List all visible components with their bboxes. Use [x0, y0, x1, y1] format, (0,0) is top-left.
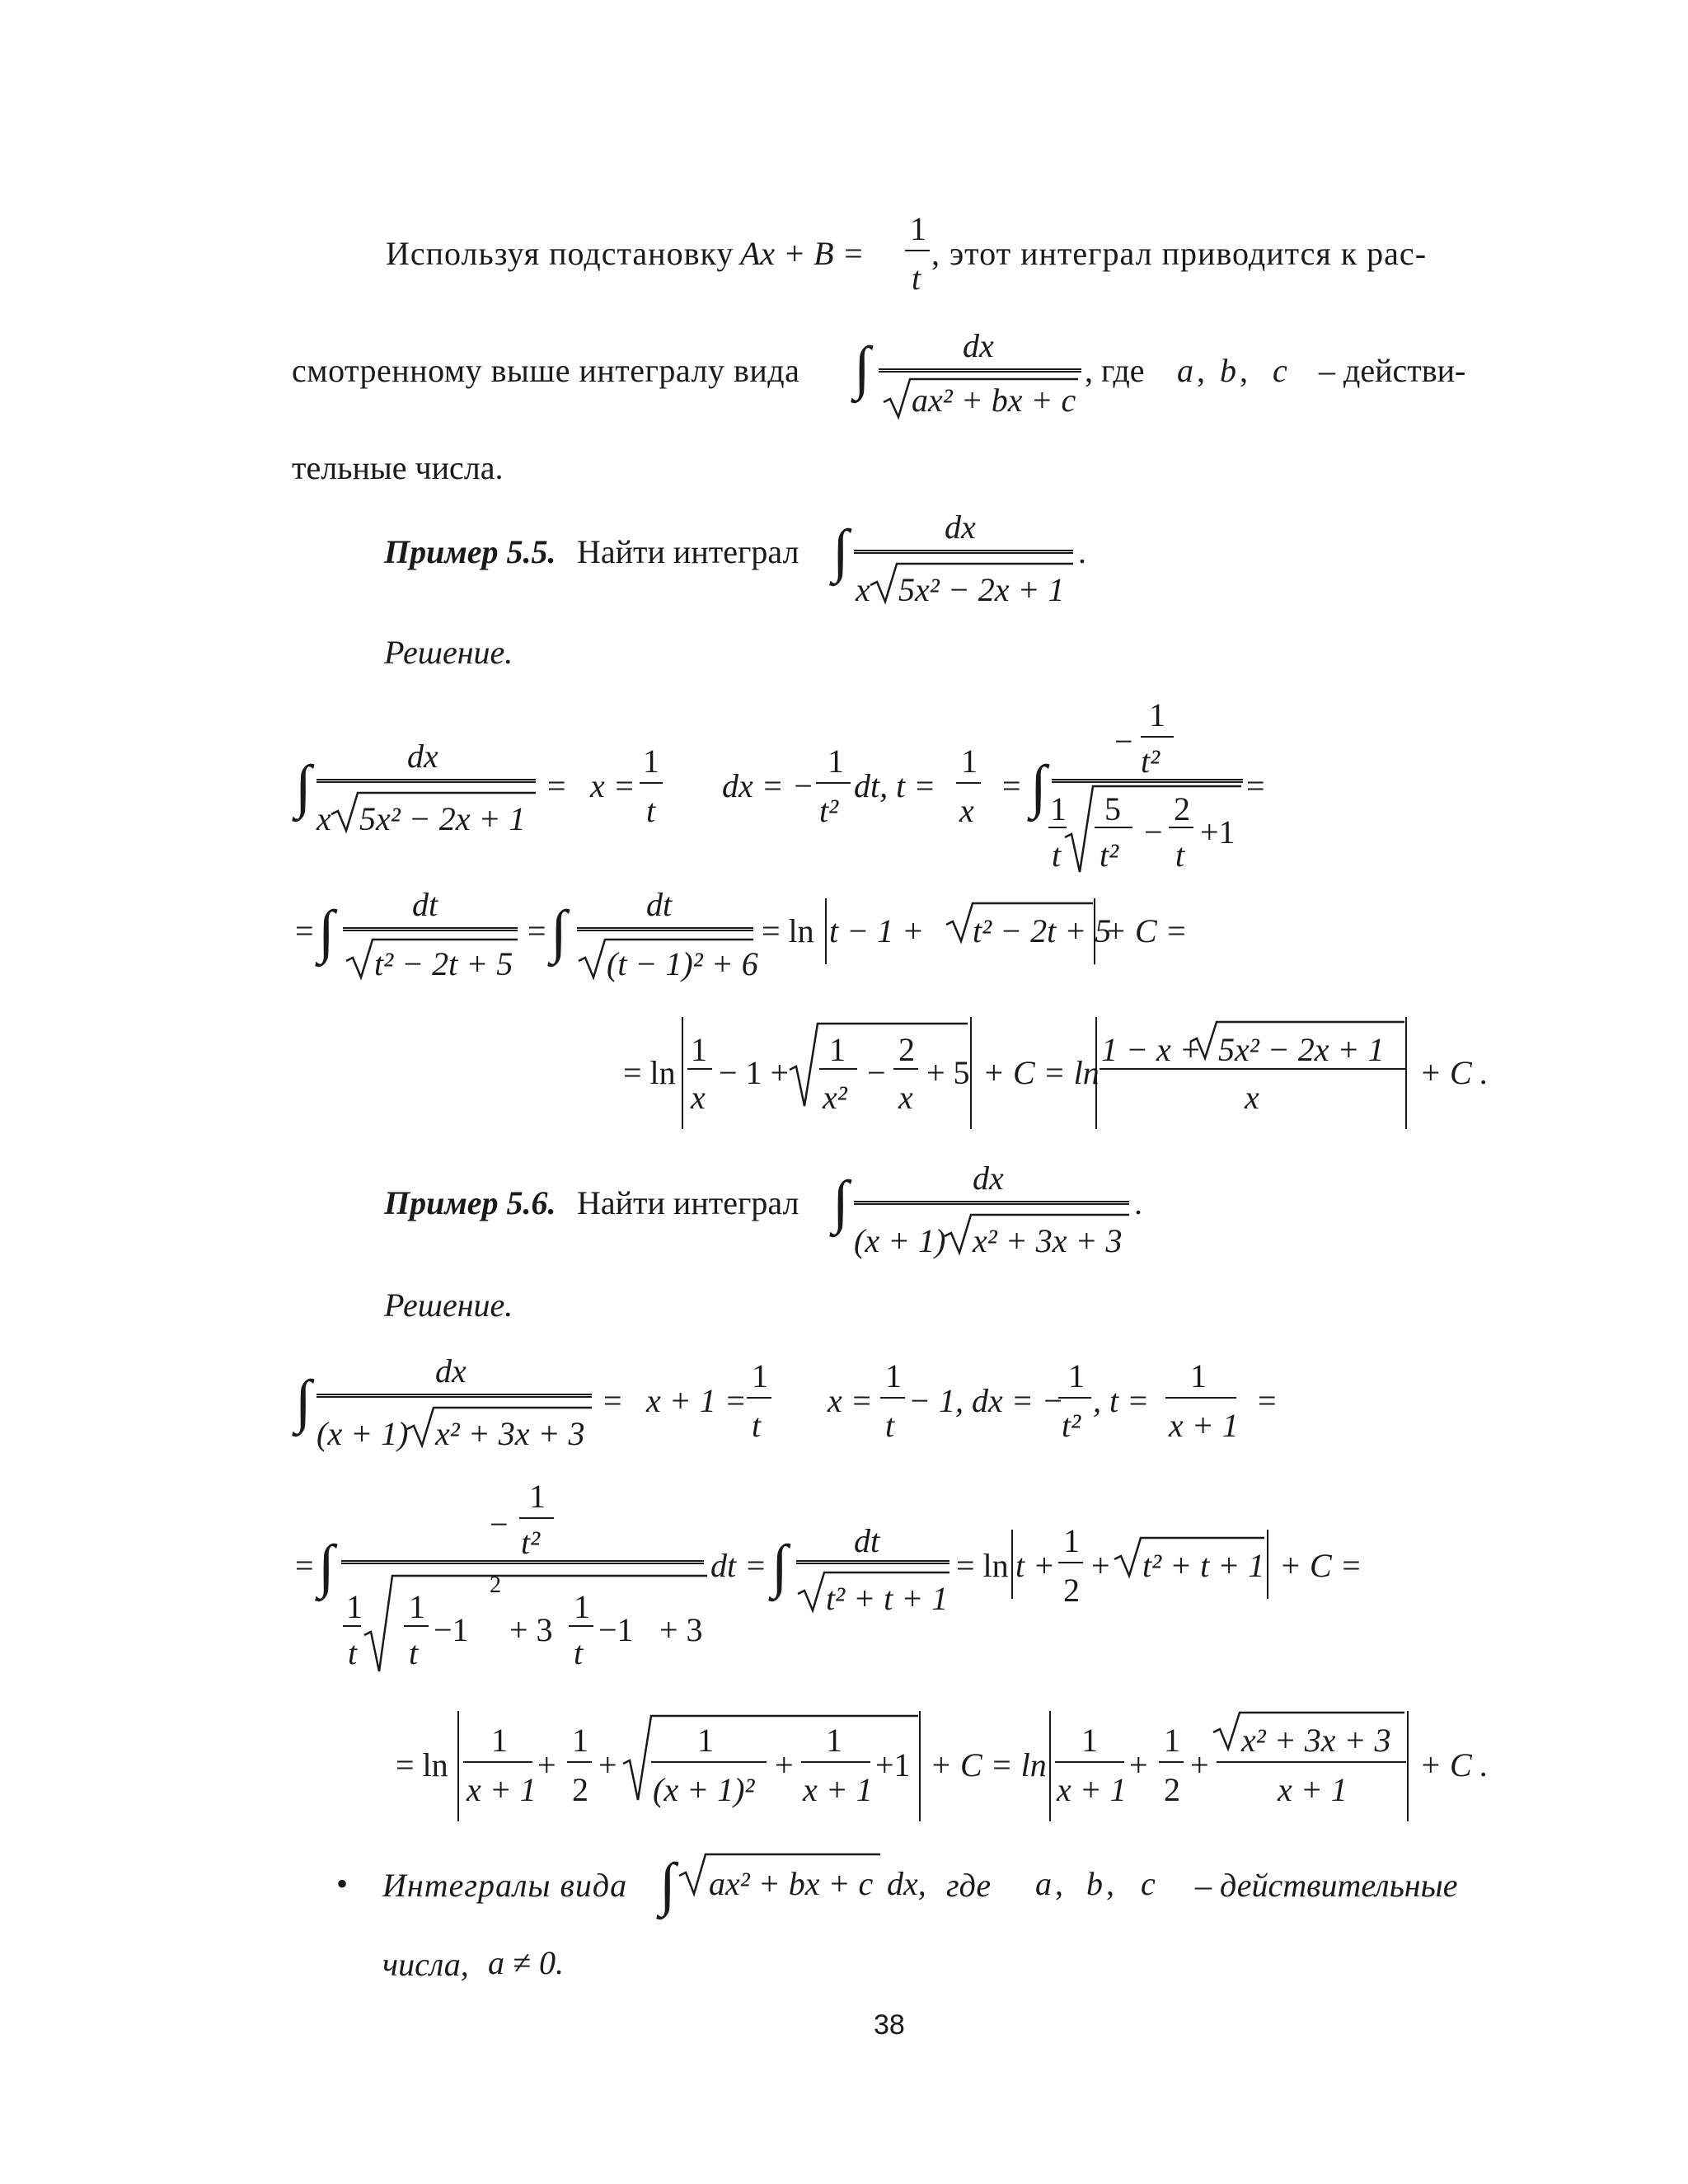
ex56-abs-f-den: 2 — [1063, 1572, 1080, 1609]
period: . — [1078, 533, 1086, 570]
frac-bar — [577, 926, 753, 931]
integral-sign: ∫ — [295, 753, 312, 819]
ex56-p2: + — [598, 1746, 617, 1783]
abs-bar-right — [1404, 1017, 1408, 1129]
frac-bar — [687, 1068, 712, 1070]
frac-bar — [404, 1625, 429, 1627]
ex55-s2-b-num: dt — [646, 886, 673, 923]
ex55-r-f2-num: 2 — [898, 1031, 915, 1068]
equals: = — [1246, 767, 1265, 804]
ex56-top-den: t² — [521, 1524, 541, 1561]
ex56-rad-m2: −1 — [598, 1611, 634, 1648]
substitution-numerator: 1 — [910, 210, 926, 247]
ex56-den-rad: x² + 3x + 3 — [973, 1222, 1123, 1259]
ex55-rad-minus: − — [1144, 813, 1163, 851]
substitution-fraction-bar — [905, 250, 930, 251]
ex55-s2-a-den: t² − 2t + 5 — [374, 945, 513, 982]
ex55-rad-a-num: 5 — [1104, 790, 1121, 827]
integral-sign: ∫ — [295, 1368, 312, 1434]
ex56-rad-f1-num: 1 — [409, 1588, 425, 1625]
comma: , — [1106, 1865, 1114, 1902]
ex55-big-bot-pre-den: t — [1052, 837, 1062, 874]
frac-bar — [316, 1393, 592, 1398]
equals: = — [547, 767, 566, 804]
comma-2: , — [1240, 352, 1248, 389]
ex56-mid: + C = ln — [930, 1746, 1047, 1783]
equals: = — [528, 912, 546, 949]
bullet-where: где — [946, 1867, 992, 1904]
ex55-s1-num: dx — [407, 738, 438, 775]
ex56-g2-num: 1 — [1164, 1722, 1180, 1759]
bullet-var-a: a — [1035, 1865, 1052, 1902]
bullet-var-b: b — [1086, 1865, 1103, 1902]
bullet-line2-pre: числа, — [382, 1946, 469, 1983]
ex55-numerator: dx — [945, 509, 976, 546]
ex55-sub3-num: 1 — [961, 743, 978, 780]
ex55-f2-den: x — [1245, 1079, 1259, 1116]
equals: = — [295, 1547, 314, 1584]
ex55-s1-den-pre: x — [316, 800, 331, 837]
integral-sign: ∫ — [318, 898, 335, 964]
ex56-r-tail: +1 — [875, 1746, 911, 1783]
ex55-s1-bar — [316, 778, 536, 783]
ex55-sub1-den: t — [646, 792, 656, 829]
ex56-s1-lhs: x + 1 = — [646, 1382, 747, 1419]
substitution-lhs: Ax + B = — [740, 235, 865, 272]
ex55-sub2-lhs: dx = − — [722, 767, 814, 804]
frac-bar — [463, 1761, 532, 1763]
ex56-rad-sq: 2 — [490, 1572, 501, 1598]
example-5-5-label: Пример 5.5. — [384, 533, 556, 570]
ex55-r-minus: − — [867, 1054, 886, 1091]
bullet-text-before: Интегралы вида — [382, 1867, 628, 1904]
ex56-g-p2: + — [1190, 1746, 1209, 1783]
frac-bar — [819, 1068, 857, 1070]
period: . — [1134, 1184, 1142, 1221]
frac-bar — [343, 1625, 361, 1627]
equals: = — [603, 1382, 622, 1419]
ex55-fraction-bar — [854, 549, 1073, 554]
frac-bar — [893, 1068, 918, 1070]
ex56-end: + C . — [1419, 1746, 1489, 1783]
bullet-tail: – действительные — [1195, 1867, 1458, 1904]
frac-bar — [567, 1761, 592, 1763]
ex56-s3-num: 1 — [1068, 1357, 1085, 1394]
ex56-abs-f-num: 1 — [1063, 1522, 1080, 1559]
ex56-rad-f1-den: t — [409, 1634, 419, 1671]
var-c: c — [1273, 352, 1287, 389]
comma-1: , — [1197, 352, 1205, 389]
abs-bar-right — [969, 1017, 973, 1129]
ex55-den-pre: x — [856, 571, 870, 608]
ex55-r-tail: + 5 — [926, 1054, 970, 1091]
ex56-top-minus: − — [490, 1506, 509, 1543]
equals: = — [1258, 1382, 1277, 1419]
ex56-rad-m1: −1 — [434, 1611, 469, 1648]
integral-sign: ∫ — [1030, 753, 1047, 819]
form-denominator: ax² + bx + c — [912, 382, 1076, 419]
var-b: b — [1220, 352, 1236, 389]
ex55-s3-f1-den: x — [691, 1079, 706, 1116]
abs-bar-left — [824, 898, 828, 964]
bullet-line2-cond: a ≠ 0. — [488, 1944, 564, 1981]
frac-bar — [816, 782, 851, 784]
ex55-rad-a-den: t² — [1100, 837, 1119, 874]
ex55-big-top-num: 1 — [1149, 696, 1165, 733]
integral-sign: ∫ — [551, 898, 567, 964]
intro-line3: тельные числа. — [292, 449, 504, 486]
ex56-s1-den-pre: (x + 1) — [316, 1415, 409, 1452]
frac-bar — [796, 1559, 950, 1564]
ex56-r-f1-num: 1 — [697, 1722, 714, 1759]
ex56-f1-num: 1 — [491, 1722, 508, 1759]
frac-bar — [880, 1397, 905, 1399]
abs-bar-left — [1095, 1017, 1098, 1129]
ex56-r-f2-num: 1 — [826, 1722, 842, 1759]
ex56-den-pre: (x + 1) — [854, 1222, 946, 1259]
ex55-r-f2-den: x — [898, 1079, 913, 1116]
ex55-sub1-num: 1 — [643, 743, 659, 780]
ex56-f1-den: x + 1 — [467, 1771, 537, 1808]
frac-bar — [1217, 1761, 1406, 1763]
ex56-s4-den: x + 1 — [1169, 1407, 1239, 1444]
ex56-abs-rad: t² + t + 1 — [1142, 1547, 1265, 1584]
ex56-b-num: dt — [854, 1522, 880, 1559]
form-fraction-bar — [879, 368, 1081, 373]
bullet-mark: • — [336, 1865, 349, 1902]
ex56-g1-num: 1 — [1081, 1722, 1098, 1759]
ex56-fraction-bar — [854, 1200, 1129, 1205]
example-5-6-label: Пример 5.6. — [384, 1184, 556, 1221]
ex56-s2-den: t — [885, 1407, 895, 1444]
ex56-s1-den-rad: x² + 3x + 3 — [435, 1415, 585, 1452]
ex56-s4-num: 1 — [1190, 1357, 1207, 1394]
ex55-rad-b-num: 2 — [1174, 790, 1190, 827]
ex56-s3-tail: , t = — [1093, 1382, 1150, 1419]
intro-line2-text: смотренному выше интегралу вида — [292, 352, 800, 389]
comma: , — [1055, 1865, 1063, 1902]
substitution-denominator: t — [912, 260, 921, 297]
frac-bar — [1141, 736, 1174, 738]
ex55-s2-b-den: (t − 1)² + 6 — [607, 945, 758, 982]
ex56-b-den: t² + t + 1 — [826, 1580, 949, 1617]
bullet-integrand-tail: dx, — [887, 1865, 926, 1902]
intro-text-start: Используя подстановку — [386, 235, 734, 272]
frac-bar — [747, 1397, 771, 1399]
ex55-rad-tail: +1 — [1200, 813, 1236, 851]
abs-bar-right — [1093, 898, 1096, 964]
frac-bar — [1058, 1562, 1083, 1563]
abs-bar-left — [1010, 1530, 1014, 1599]
integral-sign: ∫ — [771, 1533, 788, 1599]
ex56-bot-pre-num: 1 — [346, 1588, 363, 1625]
ex55-f2-num-rad: 5x² − 2x + 1 — [1218, 1031, 1385, 1068]
frac-bar — [519, 1517, 554, 1519]
intro-text-end: , этот интеграл приводится к рас- — [931, 235, 1428, 272]
ex56-r-f1-den: (x + 1)² — [653, 1771, 755, 1808]
frac-bar — [1159, 1761, 1184, 1763]
ex56-p1: + — [537, 1746, 556, 1783]
ex56-numerator: dx — [973, 1160, 1004, 1197]
frac-bar — [1169, 827, 1193, 828]
equals: = — [1002, 767, 1021, 804]
ex55-s2-abs-pre: t − 1 + — [829, 912, 925, 949]
ex56-s2-lhs: x = — [828, 1382, 873, 1419]
equals: = — [295, 912, 314, 949]
abs-bar-left — [681, 1017, 684, 1129]
ex56-top-num: 1 — [529, 1478, 546, 1515]
frac-bar — [651, 1761, 767, 1763]
ex55-sub2-num: 1 — [828, 743, 844, 780]
abs-bar-right — [1266, 1530, 1269, 1599]
ex56-tail: + C = — [1279, 1547, 1362, 1584]
intro-line2-tail: – действи- — [1319, 352, 1466, 389]
ex55-s1-den-rad: 5x² − 2x + 1 — [359, 800, 526, 837]
ex55-s3-end: + C . — [1419, 1054, 1489, 1091]
ex55-big-minus: − — [1114, 723, 1133, 760]
ex56-s1-num2: 1 — [752, 1357, 768, 1394]
ex56-rad-p3b: + 3 — [659, 1611, 703, 1648]
ex55-s3-mid2: + C = ln — [982, 1054, 1100, 1091]
ex56-s2-tail: − 1, dx = − — [908, 1382, 1064, 1419]
ex55-sub2-den: t² — [819, 792, 839, 829]
ex55-big-bot-pre-num: 1 — [1050, 790, 1067, 827]
ln-eq: = ln — [762, 912, 814, 949]
example-5-5-text: Найти интеграл — [577, 533, 799, 570]
ex56-r-plus: + — [775, 1746, 794, 1783]
abs-bar-right — [1406, 1711, 1409, 1821]
form-numerator: dx — [963, 327, 994, 364]
ex55-s2-abs-rad: t² − 2t + 5 — [973, 912, 1112, 949]
ex55-r-f1-num: 1 — [829, 1031, 846, 1068]
bullet-integrand-rad: ax² + bx + c — [709, 1865, 874, 1902]
ex55-s2-a-num: dt — [412, 886, 438, 923]
ln-eq: = ln — [956, 1547, 1009, 1584]
ex55-s3-mid1: − 1 + — [719, 1054, 790, 1091]
ex55-sub3-den: x — [959, 792, 974, 829]
frac-bar — [569, 1625, 593, 1627]
page-number: 38 — [874, 2009, 905, 2041]
integral-sign: ∫ — [832, 1169, 849, 1235]
ex56-r-f2-den: x + 1 — [803, 1771, 873, 1808]
ex56-rad-f2-den: t — [574, 1634, 584, 1671]
ex55-sub1-lhs: x = — [590, 767, 635, 804]
frac-bar — [640, 782, 663, 784]
ex55-s3-f1-num: 1 — [691, 1031, 707, 1068]
integral-sign: ∫ — [854, 335, 870, 401]
ex56-abs-plus: + — [1091, 1547, 1110, 1584]
abs-bar-right — [918, 1711, 921, 1821]
ex55-rad-b-den: t — [1175, 837, 1185, 874]
ln-eq: = ln — [396, 1746, 448, 1783]
ex56-s2-num: 1 — [885, 1357, 902, 1394]
frac-bar — [1095, 827, 1132, 828]
bullet-var-c: c — [1141, 1865, 1156, 1902]
frac-bar — [956, 782, 981, 784]
ex56-dt-eq: dt = — [710, 1547, 767, 1584]
ex56-rad-p3: + 3 — [509, 1611, 553, 1648]
integral-sign: ∫ — [318, 1533, 335, 1599]
example-5-6-text: Найти интеграл — [577, 1184, 799, 1221]
ex56-g1-den: x + 1 — [1057, 1771, 1127, 1808]
ex56-g-p1: + — [1129, 1746, 1148, 1783]
ex56-f2-num: 1 — [572, 1722, 588, 1759]
ex56-g2-den: 2 — [1164, 1771, 1180, 1808]
frac-bar — [1058, 1397, 1091, 1399]
abs-bar-left — [1048, 1711, 1052, 1821]
ex56-rad-f2-num: 1 — [574, 1588, 590, 1625]
frac-bar — [801, 1761, 870, 1763]
ex56-s3-den: t² — [1062, 1407, 1081, 1444]
ex56-abs-pre: t + — [1015, 1547, 1056, 1584]
frac-bar — [1100, 1068, 1406, 1070]
integral-sign: ∫ — [659, 1851, 676, 1917]
frac-bar — [343, 926, 518, 931]
ex55-den-rad: 5x² − 2x + 1 — [898, 571, 1065, 608]
ex56-g3-num-rad: x² + 3x + 3 — [1241, 1722, 1391, 1759]
intro-line2-where: , где — [1085, 352, 1145, 389]
abs-bar-left — [457, 1711, 460, 1821]
var-a: a — [1177, 352, 1193, 389]
integral-sign: ∫ — [832, 518, 849, 583]
ex56-big-bar — [341, 1559, 704, 1564]
ln-eq: = ln — [623, 1054, 676, 1091]
frac-bar — [1165, 1397, 1236, 1399]
ex55-sub2-tail: dt, t = — [854, 767, 936, 804]
frac-bar — [1055, 1761, 1124, 1763]
ex55-f2-num-pre: 1 − x + — [1101, 1031, 1202, 1068]
ex56-solution-heading: Решение. — [384, 1286, 513, 1324]
ex56-f2-den: 2 — [572, 1771, 588, 1808]
ex56-s1-num: dx — [435, 1352, 467, 1390]
ex55-big-top-den: t² — [1141, 743, 1160, 780]
ex56-g3-den: x + 1 — [1278, 1771, 1348, 1808]
ex55-solution-heading: Решение. — [384, 634, 513, 671]
ex55-s2-tail: + C = — [1104, 912, 1188, 949]
ex56-s1-den2: t — [752, 1407, 762, 1444]
ex55-r-f1-den: x² — [823, 1079, 847, 1116]
ex56-bot-pre-den: t — [348, 1634, 358, 1671]
